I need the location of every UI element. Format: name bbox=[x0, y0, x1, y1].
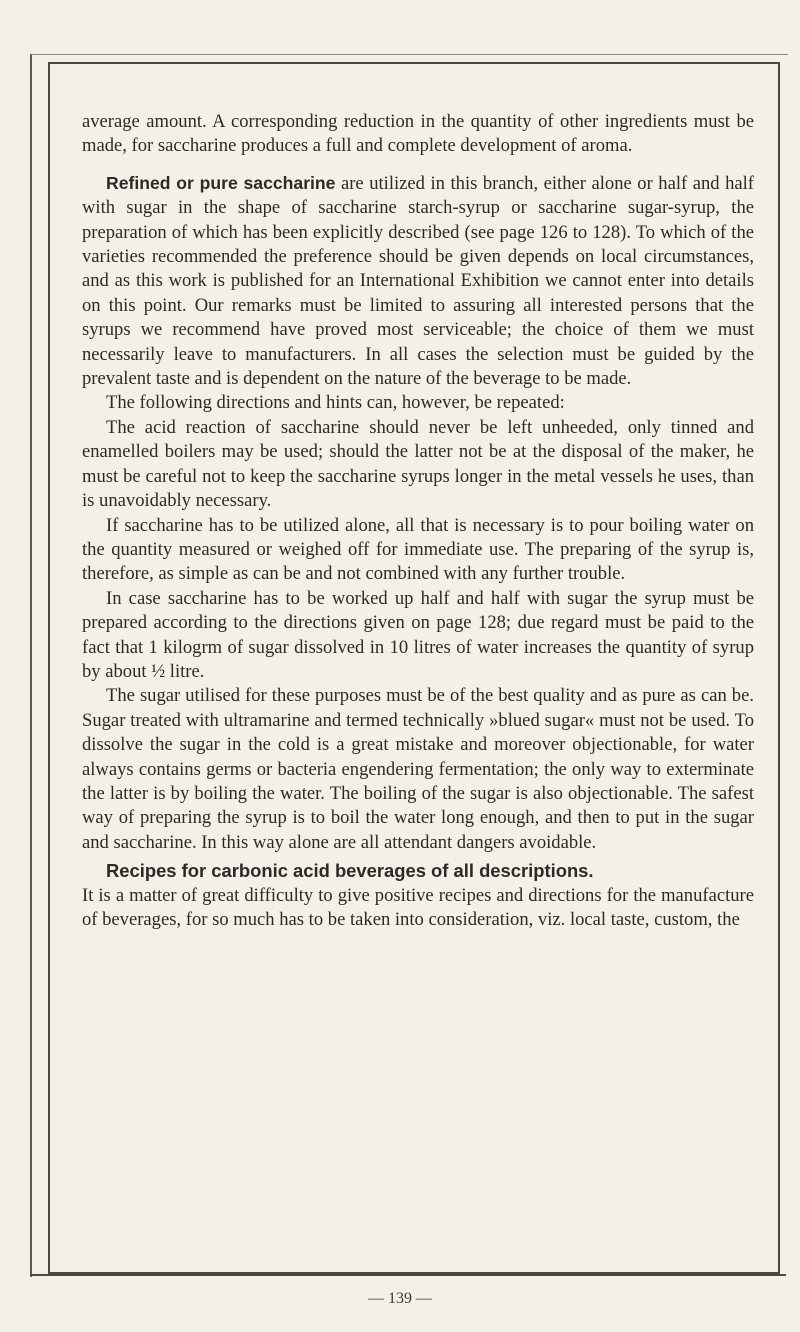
bold-lead: Refined or pure saccharine bbox=[106, 172, 336, 193]
page-number: — 139 — bbox=[368, 1290, 432, 1307]
paragraph: The following directions and hints can, however, be repeated: bbox=[106, 392, 565, 414]
paragraph: Refined or pure saccharine are utilized in this branch, either alone or half and half with sugar in the shape of saccharine starch-syrup or saccharine sugar-syrup, the preparation of which has been explicitly described (see page 126 to 128). To which of the varieties recommended the preference should be given depends on local circumstances, and as this work is published for an International Exhibition we cannot enter into details on this point. Our remarks must be limited to assuring all interested persons that the syrups we recommend have proved most serviceable; the choice of them we must necessarily leave to manufacturers. In all cases the selection must be guided by the prevalent taste and is dependent on the nature of the beverage to be made. bbox=[82, 172, 754, 390]
paragraph: The sugar utilised for these purposes must be of the best quality and as pure as can be. Sugar treated with ultramarine and termed technically »blued sugar« must not be used. To dissolve the sugar in the cold is a great mistake and moreover objectionable, for water always contains germs or bacteria engendering fermentation; the only way to exterminate the latter is by boiling the water. The boiling of the sugar is also objectionable. The safest way of preparing the syrup is to boil the water long enough, and then to put in the sugar and saccharine. In this way alone are all attendant dangers avoidable. bbox=[82, 685, 754, 853]
paragraph: average amount. A corresponding reduction in the quantity of other ingredients must be made, for saccharine produces a full and complete development of aroma. bbox=[82, 111, 754, 157]
bottom-frame-rule bbox=[30, 1274, 786, 1276]
paragraph: If saccharine has to be utilized alone, all that is necessary is to pour boiling water on the quantity measured or weighed off for immediate use. The preparing of the syrup is, therefore, as simple as can be and not combined with any further trouble. bbox=[82, 514, 754, 585]
paragraph: The acid reaction of saccharine should never be left unheeded, only tinned and enamelled boilers may be used; should the latter not be at the disposal of the maker, he must be careful not to keep the saccharine syrups longer in the metal vessels he uses, than is unavoidably necessary. bbox=[82, 416, 754, 512]
body-text bbox=[82, 110, 754, 932]
paragraph: In case saccharine has to be worked up half and half with sugar the syrup must be prepared according to the directions given on page 128; due regard must be paid to the fact that 1 kilogrm of sugar dissolved in 10 litres of water increases the quantity of syrup by about ½ litre. bbox=[82, 587, 754, 682]
section-heading: Recipes for carbonic acid beverages of all descriptions. bbox=[106, 860, 594, 882]
paragraph: It is a matter of great difficulty to give positive recipes and directions for the manufacture of beverages, for so much has to be taken into consideration, viz. local taste, custom, the bbox=[82, 884, 754, 930]
